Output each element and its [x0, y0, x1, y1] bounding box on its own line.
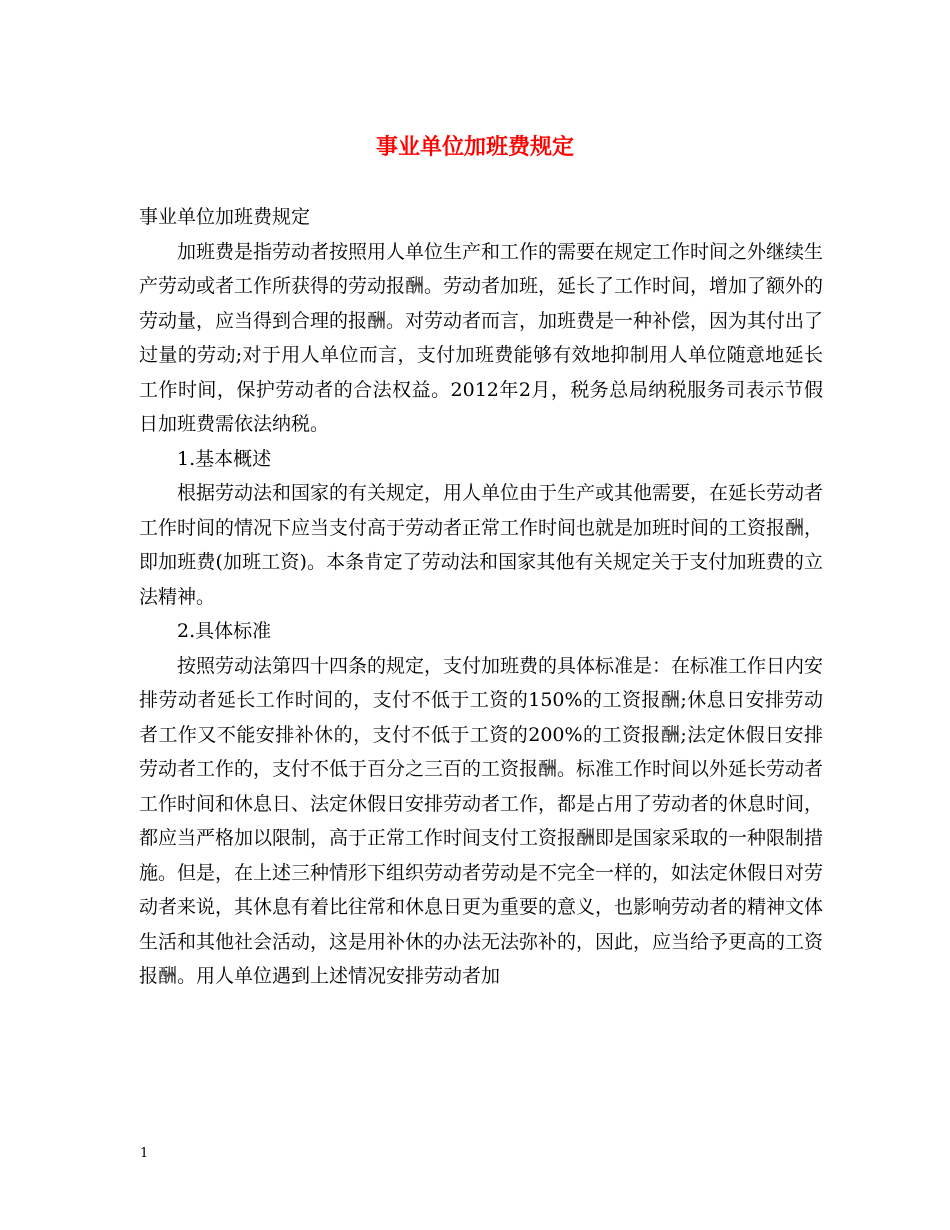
section-heading-overview: 1.基本概述 [177, 447, 272, 470]
page-number: 1 [140, 1146, 149, 1161]
paragraph-overview: 根据劳动法和国家的有关规定，用人单位由于生产或其他需要，在延长劳动者工作时间的情况下应当支付高于劳动者正常工作时间也就是加班时间的工资报酬，即加班费(加班工资)。本条肯定了劳动法和国家其他有关规定关于支付加班费的立法精神。 [139, 482, 824, 608]
document-title: 事业单位加班费规定 [375, 134, 574, 160]
document-body [139, 200, 823, 994]
paragraph-intro: 加班费是指劳动者按照用人单位生产和工作的需要在规定工作时间之外继续生产劳动或者工作所获得的劳动报酬。劳动者加班，延长了工作时间，增加了额外的劳动量，应当得到合理的报酬。对劳动者而言，加班费是一种补偿，因为其付出了过量的劳动;对于用人单位而言，支付加班费能够有效地抑制用人单位随意地延长工作时间，保护劳动者的合法权益。2012年2月，税务总局纳税服务司表示节假日加班费需依法纳税。 [139, 240, 824, 435]
section-heading-standards: 2.具体标准 [177, 620, 272, 642]
paragraph-subtitle: 事业单位加班费规定 [139, 206, 311, 228]
paragraph-standards: 按照劳动法第四十四条的规定，支付加班费的具体标准是：在标准工作日内安排劳动者延长工作时间的，支付不低于工资的150%的工资报酬;休息日安排劳动者工作又不能安排补休的，支付不低于工资的200%的工资报酬;法定休假日安排劳动者工作的，支付不低于百分之三百的工资报酬。标准工作时间以外延长劳动者工作时间和休息日、法定休假日安排劳动者工作，都是占用了劳动者的休息时间，都应当严格加以限制，高于正常工作时间支付工资报酬即是国家采取的一种限制措施。但是，在上述三种情形下组织劳动者劳动是不完全一样的，如法定休假日对劳动者来说，其休息有着比往常和休息日更为重要的意义，也影响劳动者的精神文体生活和其他社会活动，这是用补休的办法无法弥补的，因此，应当给予更高的工资报酬。用人单位遇到上述情况安排劳动者加 [139, 654, 824, 987]
